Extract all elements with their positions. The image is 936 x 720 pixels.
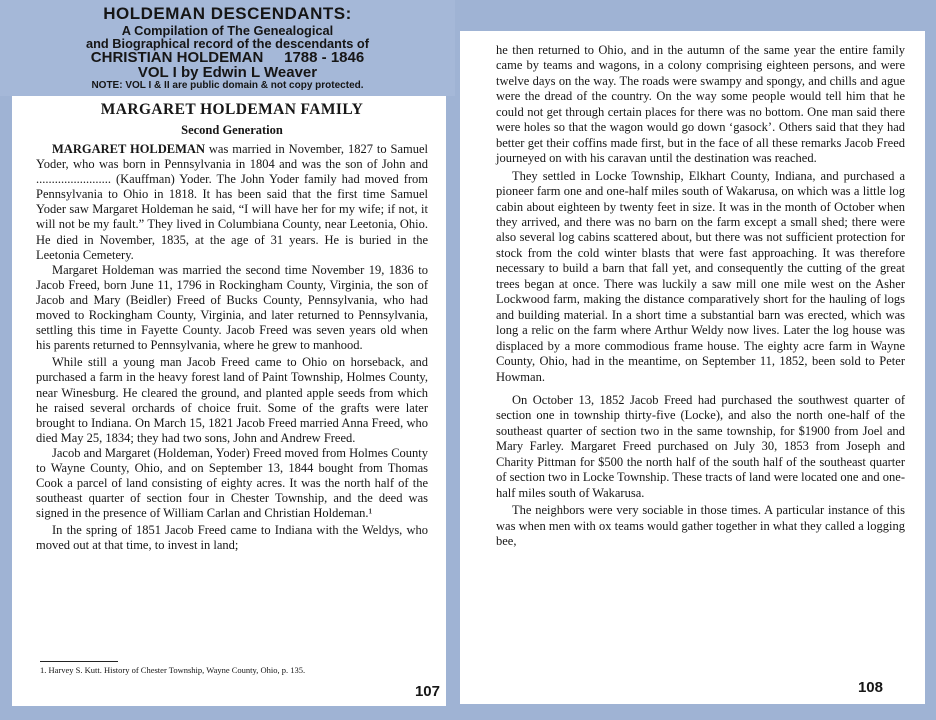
right-page — [460, 31, 925, 704]
page-number: 108 — [857, 679, 883, 696]
banner-subtitle-line2: and Biographical record of the descendants of — [86, 36, 369, 51]
footnote: 1. Harvey S. Kutt. History of Chester Township, Wayne County, Ohio, p. 135. — [40, 665, 306, 675]
banner-note: NOTE: VOL I & II are public domain & not copy protected. — [91, 80, 364, 91]
paragraph: On October 13, 1852 Jacob Freed had purchased the southwest quarter of section one in township thirty-five (Locke), and also the north one-half of the southeast quarter of section two in the same township, for $1900 from Joel and Mary Farley. Margaret Freed purchased on July 30, 1853 from Joseph and Charity Pittman for $500 the north half of the south half of the southeast quarter of section two in Locke Township. These tracts of land were located one and one-half miles south of Wakarusa. — [496, 392, 905, 500]
banner-subtitle-line1: A Compilation of The Genealogical — [121, 23, 334, 38]
paragraph: he then returned to Ohio, and in the autumn of the same year the entire family came by teams and wagons, in a colony comprising eighteen persons, and were twelve days on the way. The roads were swampy and spongy, and chills and ague were the dread of the country. On the way some people would tell him that he could not get through certain places for there was no bottom. One man said there were holes so that the wagon would go down ‘gasock’. Others said that they had better get their coffins made first, but in the face of all these remarks Jacob Freed journeyed on with his caravan until the destination was reached. — [496, 43, 905, 166]
paragraph: They settled in Locke Township, Elkhart County, Indiana, and purchased a pioneer farm one and one-half miles south of Wakarusa, on which was a little log cabin about eighteen by twenty feet in size. It was in the month of October when they arrived, and there was no barn on the farm except a small shed; there were also several log cabins scattered about, but there was not sufficient protection for stock from the cold winter blasts that were fast approaching. It was therefore necessary to build a barn that fall yet, and consequently the cutting of the great trees began at once. There was luckily a saw mill one mile west on the Asher Lockwood farm, making the distance comparatively short for the hauling of logs and building material. In a short time a substantial barn was erected, which was long a relic on the farm where Arthur Weldy now lives. Later the log house was displaced by a more commodious frame house. The eighty acre farm in Wayne County, Ohio, had in the meantime, on September 11, 1852, been sold to Peter Howman. — [496, 168, 905, 384]
paragraph: Margaret Holdeman was married the second time November 19, 1836 to Jacob Freed, born June 11, 1796 in Rockingham County, Virginia, the son of Jacob and Mary (Beidler) Freed of Bucks County, Pennsylvania, who had moved to Rockingham County, Virginia, and later returned to Pennsylvania, settling this time in Fayette County. Jacob Freed was seven years old when his parents returned to Pennsylvania, where he grew to manhood. — [36, 262, 428, 353]
page-number: 107 — [414, 683, 440, 700]
banner-volume-line: VOL I by Edwin L Weaver — [137, 64, 318, 81]
chapter-subtitle: Second Generation — [181, 123, 283, 137]
person-name: MARGARET HOLDEMAN — [52, 142, 205, 156]
paragraph-text: was married in November, 1827 to Samuel Yoder, who was born in Pennsylvania in 1804 and was the son of John and ........................ (Kauffman) Yoder. The John Yoder family had moved from Pennsylvania to Ohio in 1818. It has been said that the first time Samuel Yoder saw Margaret Holdeman he said, “I will have her for my wife; if not, it will not be my fault.” They lived in Columbiana County, near Leetonia, Ohio. He died in November, 1835, at the age of 31 years. He is buried in the Leetonia Cemetery. — [36, 142, 428, 262]
chapter-title: MARGARET HOLDEMAN FAMILY — [100, 101, 364, 118]
paragraph — [36, 142, 428, 263]
paragraph: The neighbors were very sociable in those times. A particular instance of this was when men with ox teams would gather together in what they called a logging bee, — [496, 503, 905, 549]
paragraph: Jacob and Margaret (Holdeman, Yoder) Freed moved from Holmes County to Wayne County, Ohio, and on September 13, 1844 bought from Thomas Cook a parcel of land consisting of eighty acres. It was the north half of the southeast quarter of section four in Chester Township, and the deed was signed in the presence of William Carlan and Christian Holdeman.¹ — [36, 445, 428, 521]
paragraph: In the spring of 1851 Jacob Freed came to Indiana with the Weldys, who moved out at that time, to invest in land; — [36, 523, 428, 553]
left-page — [12, 96, 446, 706]
paragraph: While still a young man Jacob Freed came to Ohio on horseback, and purchased a farm in the heavy forest land of Paint Township, Holmes County, near Winesburg. He cleared the ground, and planted apple seeds from which he raised several orchards of choice fruit. Some of the grafts were later brought to Indiana. On March 15, 1821 Jacob Freed married Anna Freed, who died May 25, 1834; they had two sons, John and Andrew Freed. — [36, 355, 428, 445]
header-banner — [0, 0, 455, 96]
banner-ancestor-line: CHRISTIAN HOLDEMAN 1788 - 1846 — [90, 49, 365, 66]
footnote-divider — [40, 661, 118, 662]
banner-title: HOLDEMAN DESCENDANTS: — [103, 4, 352, 23]
